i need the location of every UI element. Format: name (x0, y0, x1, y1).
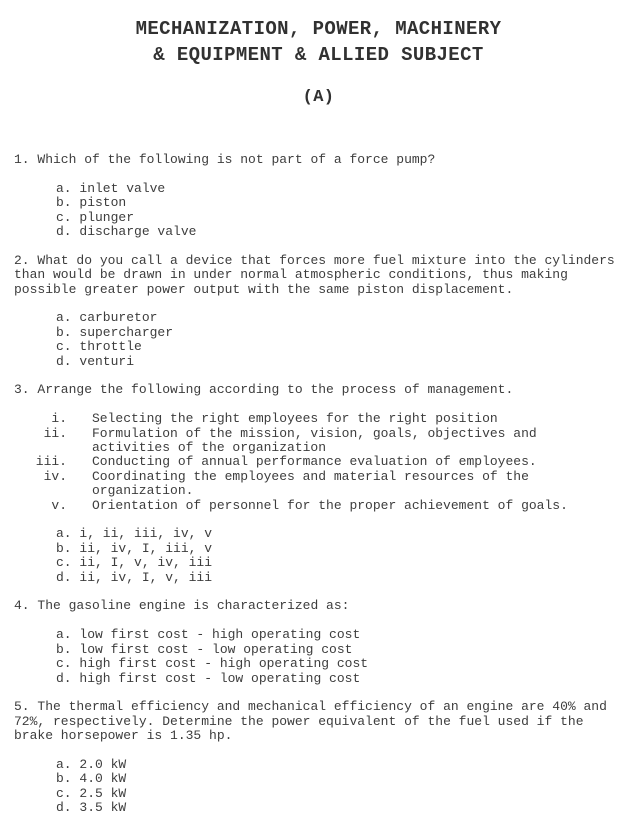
list-item-text: Coordinating the employees and material resources of the organization. (92, 468, 529, 499)
list-item-numeral: v. (51, 497, 67, 513)
document-header (14, 16, 623, 107)
page-title (14, 16, 623, 68)
question-options (14, 311, 623, 369)
list-item (14, 412, 623, 426)
list-item-text: Conducting of annual performance evaluation of employees. (92, 454, 537, 470)
option-d: d. venturi (56, 353, 135, 369)
question-5 (14, 700, 623, 815)
question-text: 4. The gasoline engine is characterized as: (14, 598, 350, 614)
question-4 (14, 599, 623, 685)
title-line-2: & EQUIPMENT & ALLIED SUBJECT (153, 44, 484, 66)
option-b: b. piston (56, 195, 127, 211)
list-item-text: Selecting the right employees for the right position (92, 411, 498, 427)
list-item-text: Formulation of the mission, vision, goals, objectives and activities of the organization (92, 425, 537, 456)
option-c: c. throttle (56, 339, 142, 355)
option-d: d. discharge valve (56, 224, 197, 240)
question-options (14, 758, 623, 816)
question-3 (14, 383, 623, 585)
option-b: b. low first cost - low operating cost (56, 641, 353, 657)
option-d: d. high first cost - low operating cost (56, 670, 361, 686)
list-item-numeral: ii. (43, 425, 67, 441)
list-item-numeral: i. (51, 411, 67, 427)
question-options (14, 182, 623, 240)
list-item-numeral: iii. (35, 454, 67, 470)
option-a: a. i, ii, iii, iv, v (56, 526, 213, 542)
option-a: a. inlet valve (56, 180, 166, 196)
option-c: c. plunger (56, 209, 135, 225)
list-item (14, 499, 623, 513)
question-text: 5. The thermal efficiency and mechanical efficiency of an engine are 40% and 72%, respectively. Determine the power equivalent of the fuel used if the brake horsepower is 1.35 hp. (14, 699, 607, 744)
option-c: c. 2.5 kW (56, 785, 127, 801)
questions-list (14, 153, 623, 816)
list-item (14, 427, 623, 456)
option-c: c. ii, I, v, iv, iii (56, 555, 213, 571)
list-item-numeral: iv. (43, 468, 67, 484)
option-c: c. high first cost - high operating cost (56, 656, 369, 672)
question-text: 1. Which of the following is not part of a force pump? (14, 152, 436, 167)
option-a: a. low first cost - high operating cost (56, 627, 361, 643)
list-item-text: Orientation of personnel for the proper achievement of goals. (92, 497, 568, 513)
question-options (14, 628, 623, 686)
title-line-1: MECHANIZATION, POWER, MACHINERY (135, 18, 502, 40)
roman-numeral-list (14, 412, 623, 513)
list-item (14, 455, 623, 469)
list-item (14, 470, 623, 499)
option-a: a. carburetor (56, 310, 158, 326)
option-a: a. 2.0 kW (56, 756, 127, 772)
question-2 (14, 254, 623, 369)
question-text: 2. What do you call a device that forces more fuel mixture into the cylinders than would be drawn in under normal atmospheric conditions, thus making possible greater power output with the same piston displacement. (14, 252, 615, 297)
option-b: b. ii, iv, I, iii, v (56, 540, 213, 556)
section-label: (A) (302, 88, 335, 107)
option-d: d. ii, iv, I, v, iii (56, 569, 213, 585)
option-b: b. supercharger (56, 324, 174, 340)
question-text: 3. Arrange the following according to the process of management. (14, 382, 514, 398)
option-b: b. 4.0 kW (56, 771, 127, 787)
question-1 (14, 153, 623, 239)
option-d: d. 3.5 kW (56, 800, 127, 816)
question-options (14, 527, 623, 585)
